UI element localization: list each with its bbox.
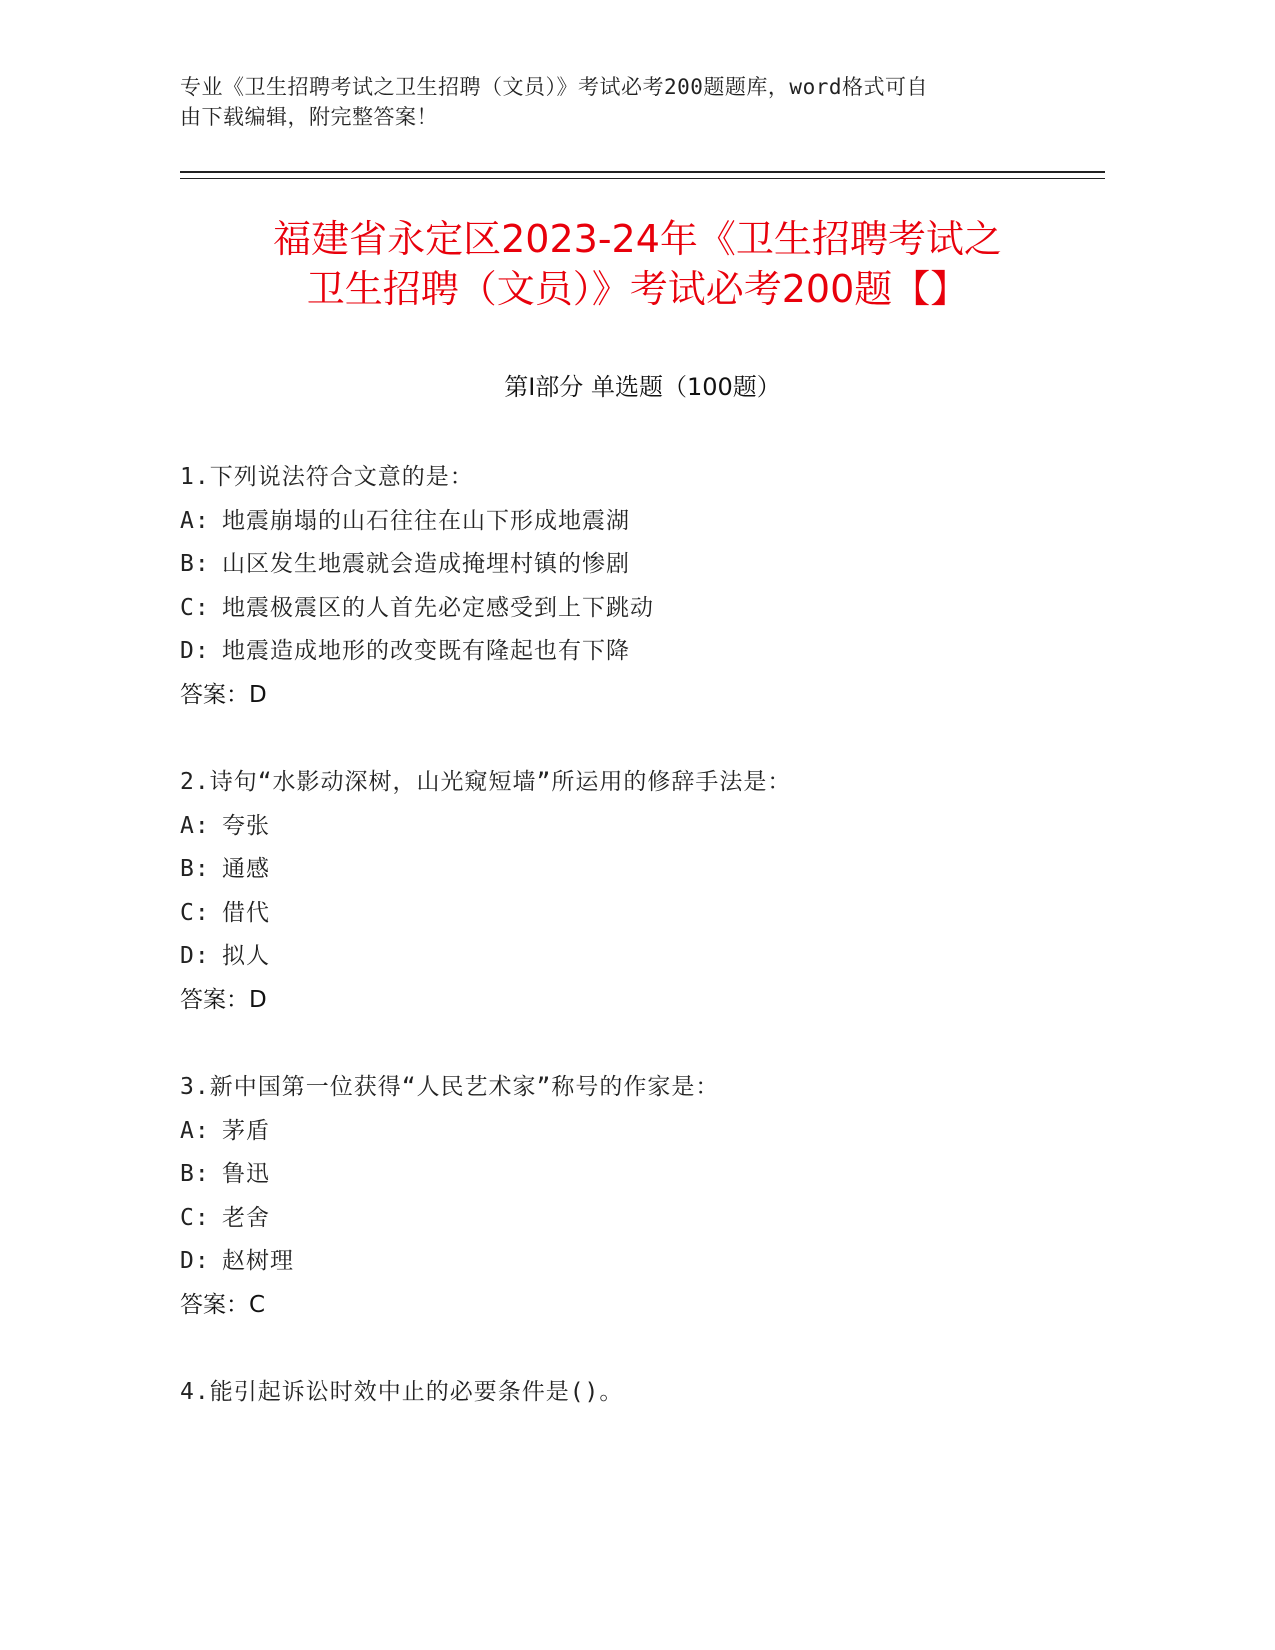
answer-line: 答案：D bbox=[180, 986, 267, 1013]
option-letter: D: bbox=[180, 638, 210, 664]
option-text: 老舍 bbox=[222, 1204, 270, 1231]
question-3 bbox=[180, 1066, 1105, 1327]
option-b bbox=[180, 848, 1105, 892]
option-text: 山区发生地震就会造成掩埋村镇的惨剧 bbox=[222, 551, 630, 577]
option-letter: B: bbox=[180, 551, 210, 577]
option-letter: C: bbox=[180, 1204, 210, 1231]
option-text: 借代 bbox=[222, 899, 270, 926]
option-c bbox=[180, 587, 1105, 631]
option-text: 赵树理 bbox=[222, 1248, 294, 1274]
option-b bbox=[180, 543, 1105, 587]
option-text: 鲁迅 bbox=[222, 1161, 270, 1187]
question-stem: 2.诗句“水影动深树，山光窥短墙”所运用的修辞手法是： bbox=[180, 769, 792, 795]
option-letter: B: bbox=[180, 1161, 210, 1187]
option-a bbox=[180, 500, 1105, 544]
option-d bbox=[180, 1240, 1105, 1284]
option-text: 拟人 bbox=[222, 943, 270, 969]
option-text: 茅盾 bbox=[222, 1117, 270, 1144]
question-stem: 4.能引起诉讼时效中止的必要条件是()。 bbox=[180, 1379, 624, 1405]
answer-line: 答案：D bbox=[180, 681, 267, 708]
option-letter: C: bbox=[180, 594, 210, 621]
option-letter: D: bbox=[180, 943, 210, 969]
option-text: 通感 bbox=[222, 856, 270, 882]
option-letter: A: bbox=[180, 812, 210, 839]
document-title bbox=[150, 214, 1125, 314]
option-a bbox=[180, 1110, 1105, 1154]
section-title: 第Ⅰ部分 单选题（100题） bbox=[504, 373, 781, 401]
option-text: 地震极震区的人首先必定感受到上下跳动 bbox=[222, 594, 654, 621]
header-note bbox=[180, 72, 1040, 132]
option-letter: D: bbox=[180, 1248, 210, 1274]
option-text: 夸张 bbox=[222, 812, 270, 839]
question-stem: 1.下列说法符合文意的是： bbox=[180, 464, 474, 490]
document-title-line-1: 福建省永定区2023-24年《卫生招聘考试之 bbox=[273, 217, 1002, 261]
option-c bbox=[180, 892, 1105, 936]
question-2 bbox=[180, 761, 1105, 1022]
option-a bbox=[180, 805, 1105, 849]
option-d bbox=[180, 935, 1105, 979]
question-1 bbox=[180, 456, 1105, 717]
header-divider-thin bbox=[180, 178, 1105, 179]
option-letter: A: bbox=[180, 1117, 210, 1144]
option-letter: C: bbox=[180, 899, 210, 926]
option-text: 地震造成地形的改变既有隆起也有下降 bbox=[222, 638, 630, 664]
header-divider-thick bbox=[180, 171, 1105, 173]
question-list bbox=[180, 456, 1105, 1459]
option-b bbox=[180, 1153, 1105, 1197]
option-text: 地震崩塌的山石往往在山下形成地震湖 bbox=[222, 507, 630, 534]
question-stem: 3.新中国第一位获得“人民艺术家”称号的作家是： bbox=[180, 1074, 720, 1100]
answer-line: 答案：C bbox=[180, 1291, 266, 1318]
option-c bbox=[180, 1197, 1105, 1241]
document-title-line-2: 卫生招聘（文员）》考试必考200题【】 bbox=[306, 267, 969, 311]
option-letter: A: bbox=[180, 507, 210, 534]
header-note-line-1: 专业《卫生招聘考试之卫生招聘（文员）》考试必考200题题库，word格式可自 bbox=[180, 75, 928, 99]
option-letter: B: bbox=[180, 856, 210, 882]
header-note-line-2: 由下载编辑，附完整答案！ bbox=[180, 105, 438, 129]
option-d bbox=[180, 630, 1105, 674]
question-4 bbox=[180, 1371, 1105, 1415]
